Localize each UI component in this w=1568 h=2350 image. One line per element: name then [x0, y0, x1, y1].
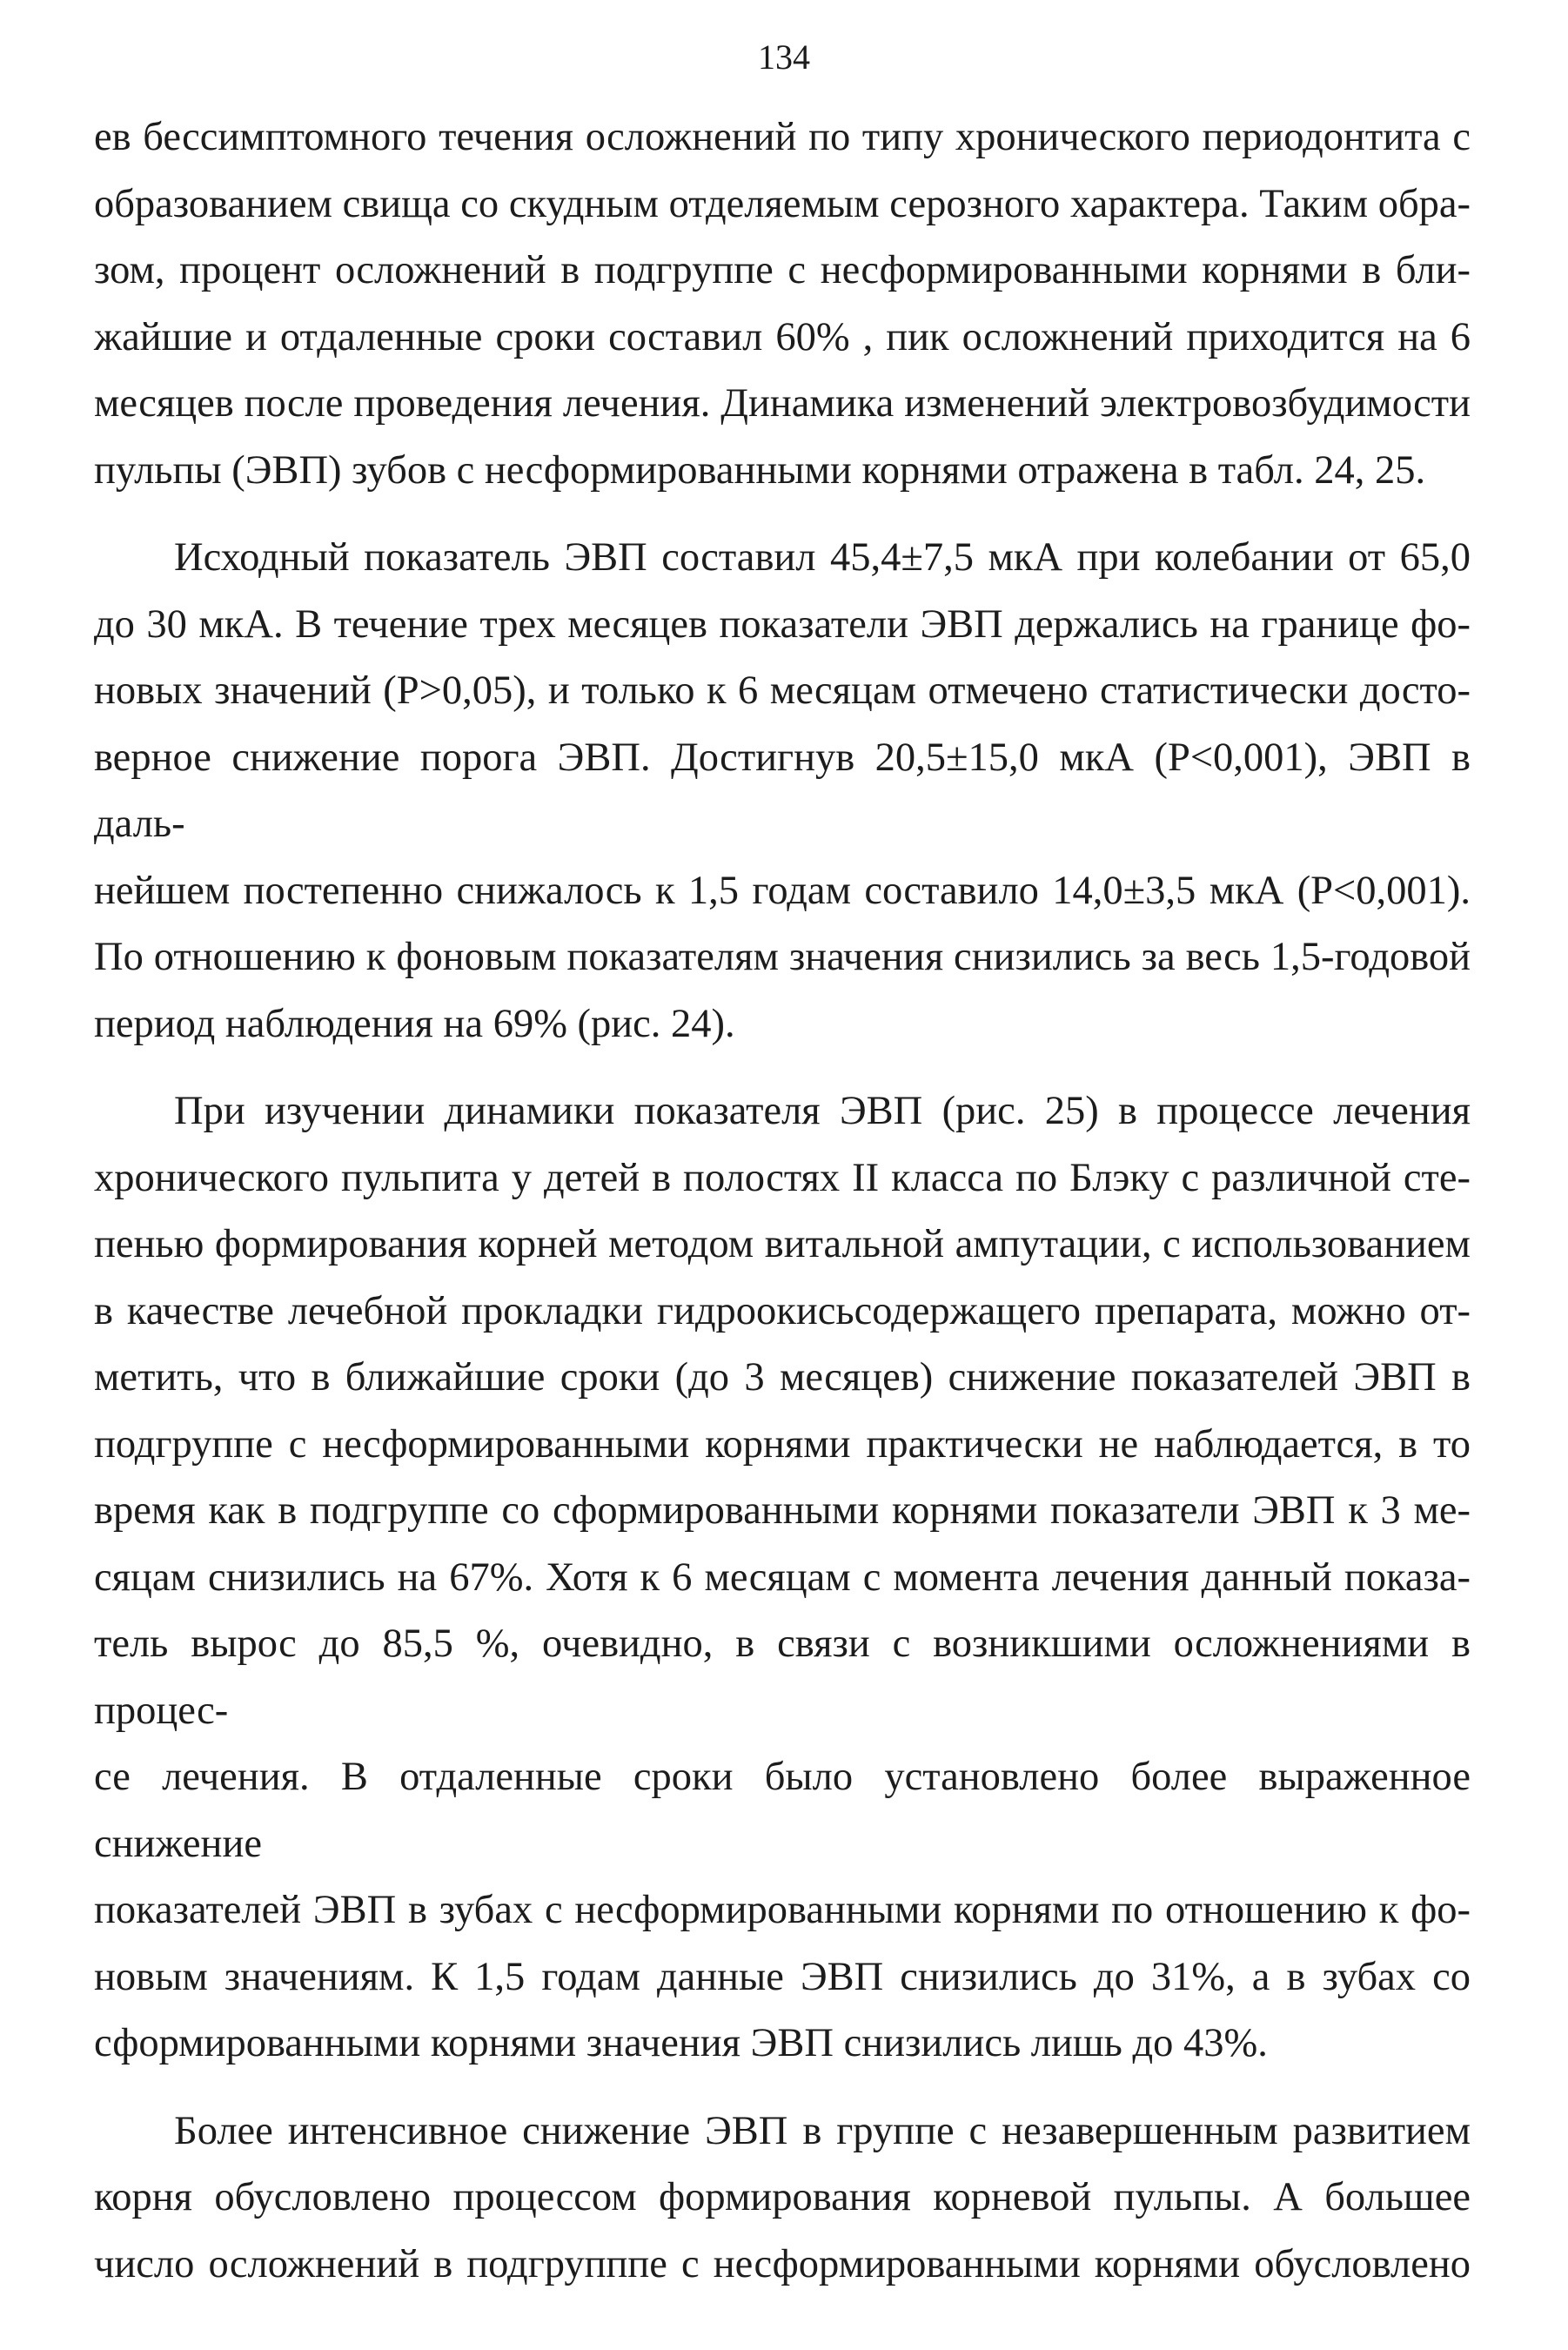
paragraph-evp-dynamics: [94, 1078, 1471, 2078]
text-line: подгруппе с несформированными корнями практически не наблюдается, в то: [94, 1421, 1471, 1467]
text-line: сяцам снизились на 67%. Хотя к 6 месяцам с момента лечения данный показа-: [94, 1554, 1471, 1600]
text-line: верное снижение порога ЭВП. Достигнув 20,5±15,0 мкА (Р<0,001), ЭВП в даль-: [94, 735, 1471, 846]
text-line: время как в подгруппе со сформированными корнями показатели ЭВП к 3 ме-: [94, 1488, 1471, 1533]
text-line: По отношению к фоновым показателям значения снизились за весь 1,5-годовой: [94, 935, 1471, 979]
text-line: Исходный показатель ЭВП составил 45,4±7,5 мкА при колебании от 65,0: [174, 535, 1471, 580]
text-line: число осложнений в подгрупппе с несформированными корнями обусловлено: [94, 2241, 1471, 2286]
text-line: ев бессимптомного течения осложнений по типу хронического периодонтита с: [94, 115, 1471, 159]
paragraph-initial-evp: [94, 525, 1471, 1058]
text-line: корня обусловлено процессом формирования корневой пульпы. А большее: [94, 2175, 1471, 2219]
page-number: 134: [758, 37, 810, 77]
text-line: зом, процент осложнений в подгруппе с несформированными корнями в бли-: [94, 248, 1471, 292]
paragraph-conclusion: [94, 2098, 1471, 2299]
document-body: [94, 104, 1471, 2298]
text-line: новым значениям. К 1,5 годам данные ЭВП снизились до 31%, а в зубах со: [94, 1954, 1471, 1999]
text-line: месяцев после проведения лечения. Динамика изменений электровозбудимости: [94, 381, 1471, 426]
text-line: пенью формирования корней методом витальной ампутации, с использованием: [94, 1222, 1471, 1266]
text-line: в качестве лечебной прокладки гидроокисьсодержащего препарата, можно от-: [94, 1288, 1471, 1333]
text-line: образованием свища со скудным отделяемым серозного характера. Таким обра-: [94, 181, 1471, 226]
text-line: показателей ЭВП в зубах с несформированными корнями по отношению к фо-: [94, 1888, 1471, 1932]
text-line: период наблюдения на 69% (рис. 24).: [94, 1001, 735, 1046]
text-line: до 30 мкА. В течение трех месяцев показатели ЭВП держались на границе фо-: [94, 601, 1471, 647]
text-line: пульпы (ЭВП) зубов с несформированными корнями отражена в табл. 24, 25.: [94, 447, 1426, 493]
paragraph-complications: [94, 104, 1471, 504]
text-line: жайшие и отдаленные сроки составил 60% , пик осложнений приходится на 6: [94, 314, 1471, 359]
text-line: нейшем постепенно снижалось к 1,5 годам составило 14,0±3,5 мкА (Р<0,001).: [94, 868, 1471, 913]
text-line: Более интенсивное снижение ЭВП в группе с незавершенным развитием: [174, 2108, 1471, 2153]
text-line: новых значений (Р>0,05), и только к 6 месяцам отмечено статистически досто-: [94, 668, 1471, 713]
text-line: метить, что в ближайшие сроки (до 3 месяцев) снижение показателей ЭВП в: [94, 1355, 1471, 1400]
text-line: сформированными корнями значения ЭВП снизились лишь до 43%.: [94, 2021, 1268, 2065]
text-line: тель вырос до 85,5 %, очевидно, в связи с возникшими осложнениями в процес-: [94, 1622, 1471, 1733]
text-line: хронического пульпита у детей в полостях II класса по Блэку с различной сте-: [94, 1155, 1471, 1200]
text-line: При изучении динамики показателя ЭВП (рис. 25) в процессе лечения: [174, 1089, 1471, 1133]
text-line: се лечения. В отдаленные сроки было установлено более выраженное снижение: [94, 1755, 1471, 1866]
